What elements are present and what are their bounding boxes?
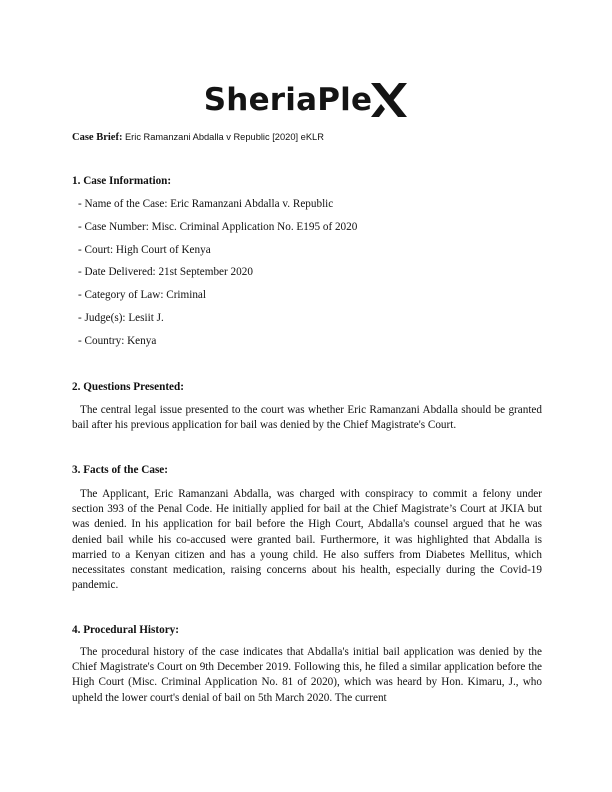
questions-presented-text (72, 403, 542, 433)
sheriaplex-logo (0, 78, 612, 122)
facts-paragraph: The Applicant, Eric Ramanzani Abdalla, was charged with conspiracy to commit a felony under section 393 of the Penal Code. He initially applied for bail at the Chief Magistrate’s Court at JKIA but was denied. In his application for bail before the High Court, Abdalla's counsel argued that he was denied bail while his co-accused were granted bail. Furthermore, it was highlighted that Abdalla is married to a Kenyan citizen and has a young child. He also suffers from Diabetes Mellitus, which necessitates constant medication, raising concerns about his health, especially during the Covid-19 pandemic. (72, 488, 542, 592)
facts-text (72, 487, 542, 593)
x-mark-icon (370, 82, 408, 118)
questions-presented-heading: 2. Questions Presented: (72, 381, 184, 393)
case-info-item: - Country: Kenya (78, 335, 157, 347)
case-brief-title: Eric Ramanzani Abdalla v Republic [2020] eKLR (124, 132, 324, 142)
case-info-item: - Judge(s): Lesiit J. (78, 312, 164, 324)
procedural-history-text (72, 645, 542, 706)
case-brief-label: Case Brief: (72, 132, 123, 143)
case-info-item: - Category of Law: Criminal (78, 289, 207, 301)
facts-heading: 3. Facts of the Case: (72, 464, 169, 476)
case-info-item: - Date Delivered: 21st September 2020 (78, 266, 253, 278)
logo-text: SheriaPle (203, 82, 373, 118)
procedural-paragraph: The procedural history of the case indicates that Abdalla's initial bail application was denied by the Chief Magistrate's Court on 9th December 2019. Following this, he filed a similar application before the High Court (Misc. Criminal Application No. 81 of 2020), which was heard by Hon. Kimaru, J., who upheld the lower court's denial of bail on 5th March 2020. The current (72, 646, 542, 704)
case-info-item: - Case Number: Misc. Criminal Application No. E195 of 2020 (78, 221, 358, 233)
case-info-item: - Name of the Case: Eric Ramanzani Abdalla v. Republic (78, 198, 334, 210)
case-information-heading: 1. Case Information: (72, 175, 172, 187)
case-info-item: - Court: High Court of Kenya (78, 244, 211, 256)
case-brief-line (72, 132, 324, 143)
questions-paragraph: The central legal issue presented to the court was whether Eric Ramanzani Abdalla should be granted bail after his previous application for bail was denied by the Chief Magistrate's Court. (72, 404, 542, 432)
procedural-history-heading: 4. Procedural History: (72, 624, 179, 636)
